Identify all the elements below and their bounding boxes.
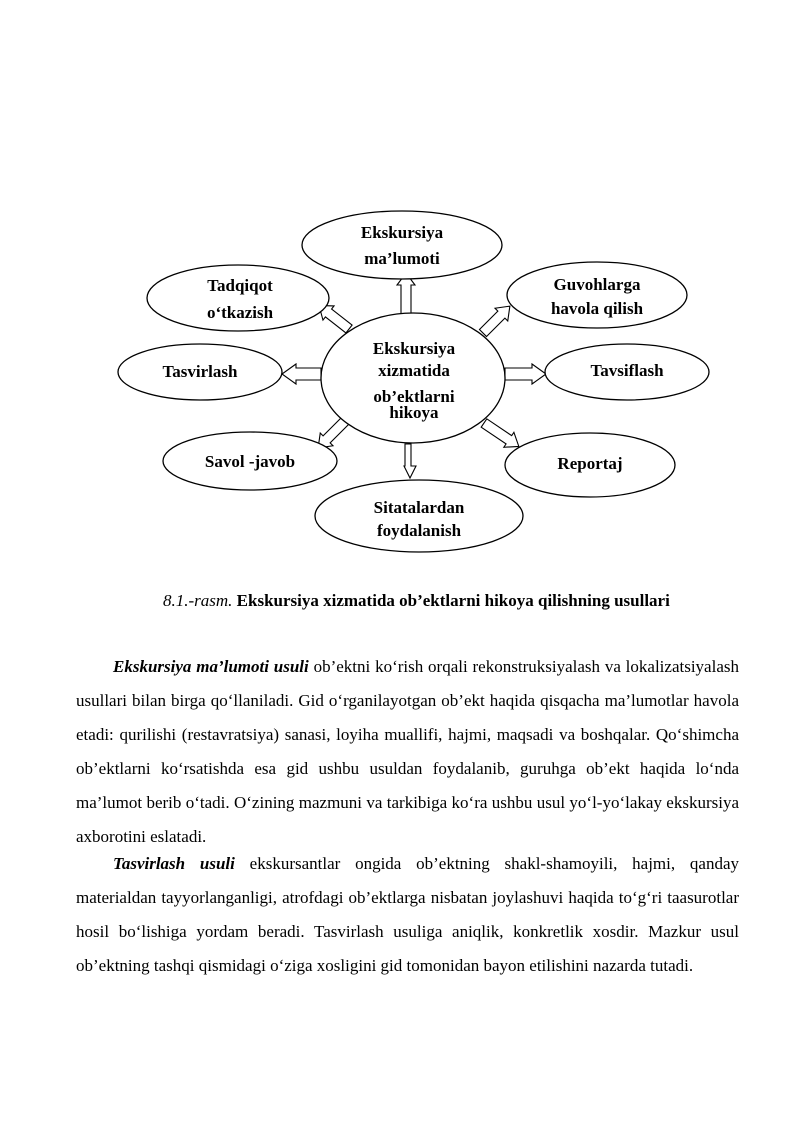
center-label: Ekskursiya	[372, 339, 456, 358]
node-label: Guvohlarga	[553, 275, 641, 294]
arrow-to-right	[505, 364, 546, 384]
paragraph	[76, 650, 739, 854]
node-savol-javob	[163, 432, 337, 490]
center-label: hikoya	[389, 403, 439, 422]
node-label: o‘tkazish	[206, 303, 274, 322]
figure-number: 8.1.-rasm.	[163, 591, 233, 610]
node-tavsiflash	[545, 344, 709, 400]
node-guvohlarga-havola-qilish	[507, 262, 687, 328]
figure-caption	[163, 591, 670, 611]
arrow-to-top-right	[477, 300, 517, 340]
node-tasvirlash	[118, 344, 282, 400]
center-label: ob’ektlarni	[373, 387, 455, 406]
paragraph-lead: Ekskursiya ma’lumoti usuli	[113, 657, 309, 676]
center-label: xizmatida	[378, 361, 450, 380]
node-label: Ekskursiya	[360, 223, 444, 242]
node-label: Savol -javob	[204, 452, 296, 471]
node-sitatalardan-foydalanish	[315, 480, 523, 552]
node-label: ma’lumoti	[364, 249, 440, 268]
arrow-to-left	[282, 364, 321, 384]
node-reportaj	[505, 433, 675, 497]
paragraph-body: ekskursantlar ongida ob’ektning shakl-shamoyili, hajmi, qanday materialdan tayyorlanganligi, atrofdagi ob’ektlarga nisbatan joylashuvi haqida to‘g‘ri taasurotlar hosil bo‘lishiga yordam beradi. Tasvirlash usuliga aniqlik, konkretlik xosdir. Mazkur usul ob’ektning tashqi qismidagi o‘ziga xosligini gid tomonidan bayon etilishini nazarda tutadi.	[76, 854, 739, 975]
node-ekskursiya-malumoti	[302, 211, 502, 279]
node-label: havola qilish	[550, 299, 644, 318]
node-label: Reportaj	[557, 454, 623, 473]
node-center	[321, 313, 505, 443]
node-label: foydalanish	[376, 521, 462, 540]
node-label: Tadqiqot	[207, 276, 273, 295]
node-tadqiqot-otkazish	[147, 265, 329, 331]
node-label: Sitatalardan	[373, 498, 465, 517]
paragraph	[76, 847, 739, 983]
node-label: Tavsiflash	[590, 361, 664, 380]
paragraph-body: ob’ektni ko‘rish orqali rekonstruksiyalash va lokalizatsiyalash usullari bilan birga qo‘llaniladi. Gid o‘rganilayotgan ob’ekt haqida qisqacha ma’lumotlar havola etadi: qurilishi (restavratsiya) sanasi, loyiha muallifi, hajmi, maqsadi va boshqalar. Qo‘shimcha ob’ektlarni ko‘rsatishda esa gid ushbu usuldan foydalanib, guruhga ob’ekt haqida lo‘nda ma’lumot berib o‘tadi. O‘zining mazmuni va tarkibiga ko‘ra ushbu usul yo‘l-yo‘lakay ekskursiya axborotini eslatadi.	[76, 657, 739, 846]
node-label: Tasvirlash	[162, 362, 238, 381]
arrow-to-bottom	[404, 444, 416, 478]
figure-title: Ekskursiya xizmatida ob’ektlarni hikoya qilishning usullari	[236, 591, 670, 610]
paragraph-lead: Tasvirlash usuli	[113, 854, 235, 873]
